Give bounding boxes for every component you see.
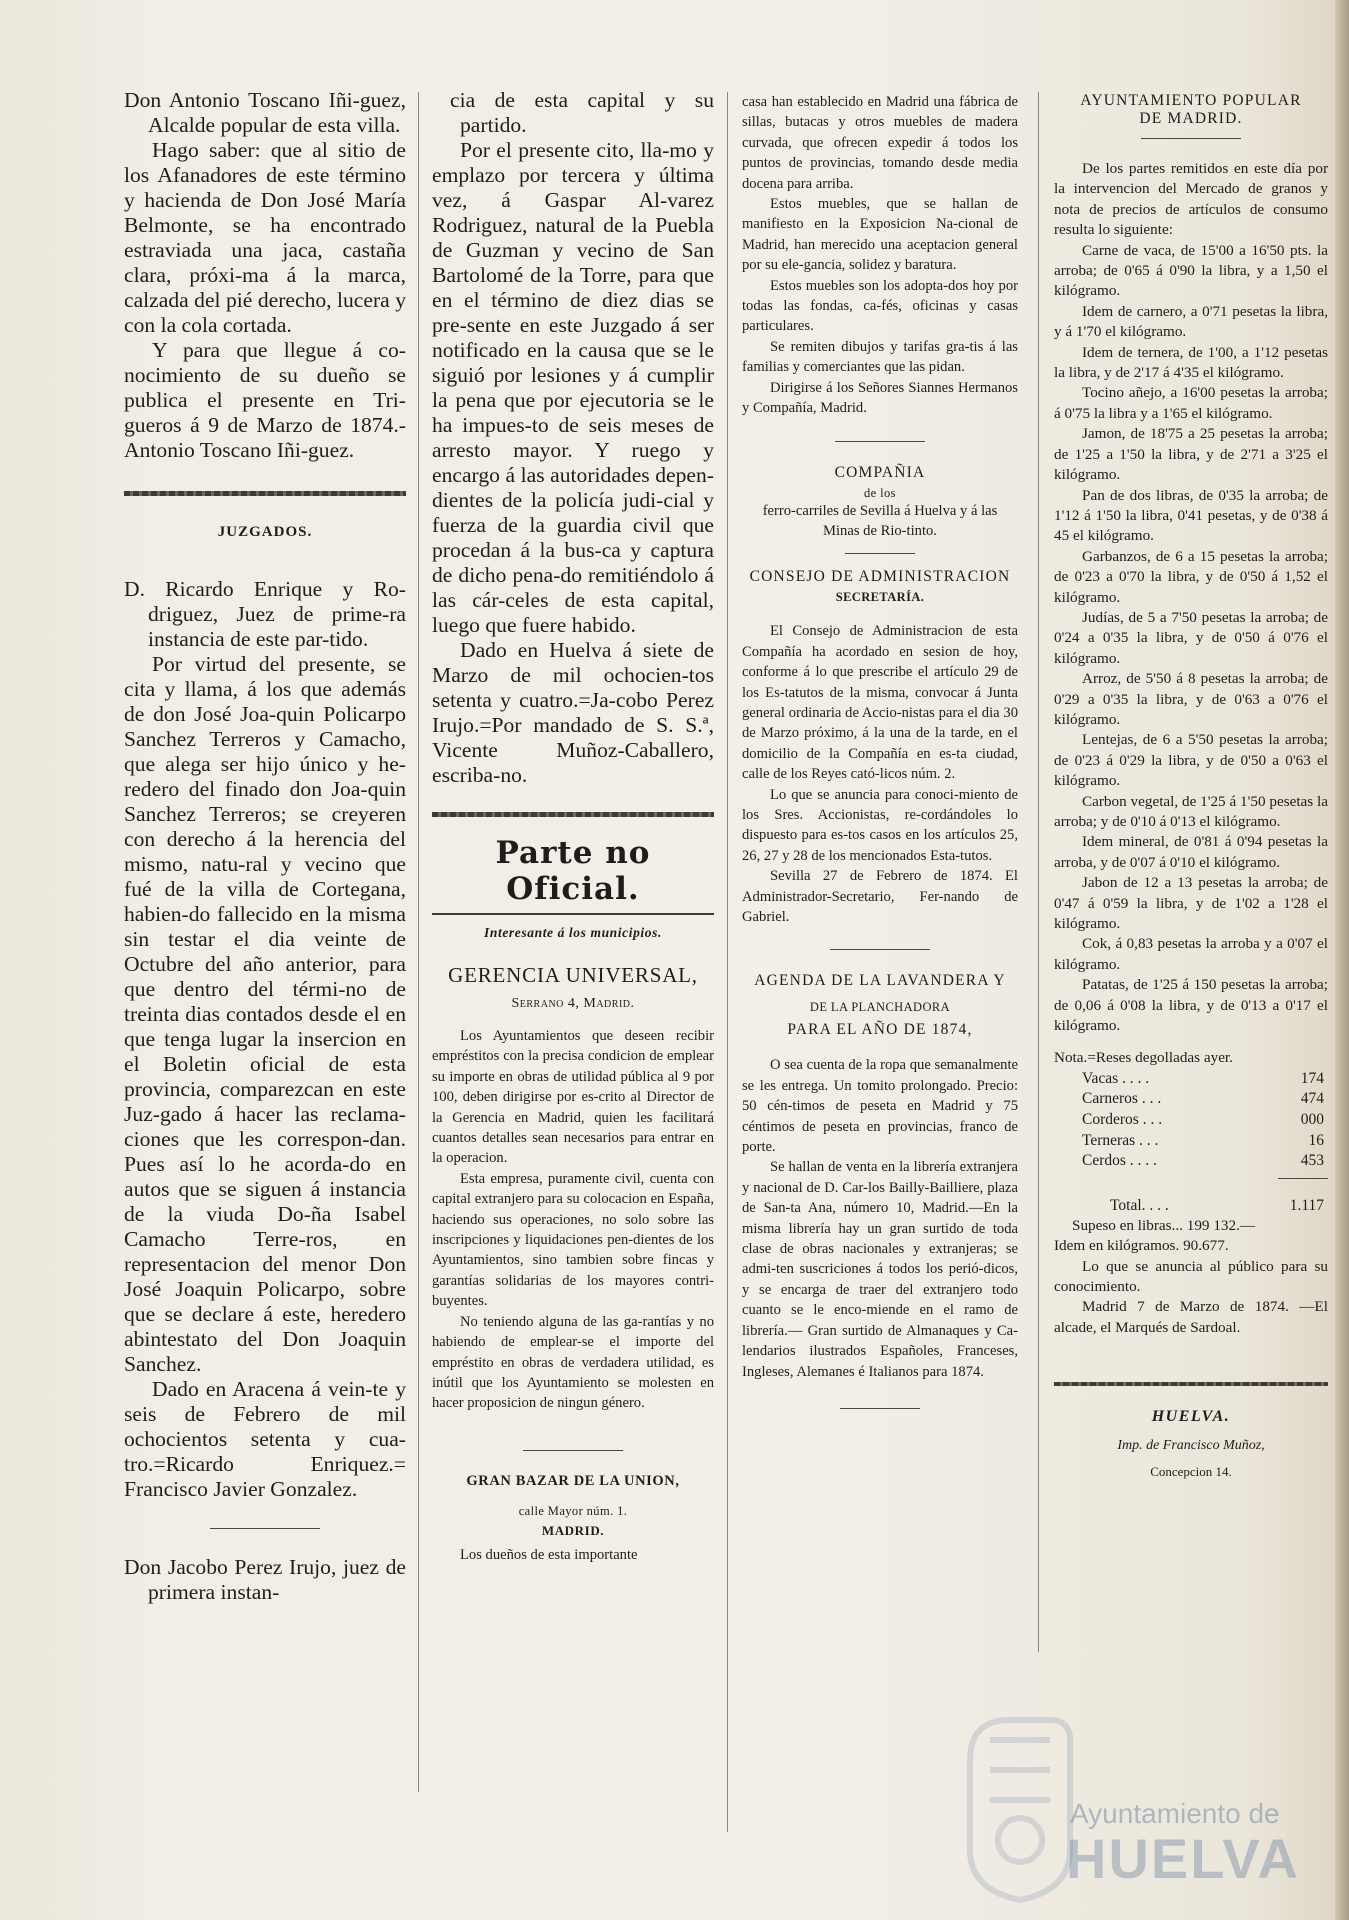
firma-alcalde: Madrid 7 de Marzo de 1874. —El alcade, el Marqués de Sardoal.: [1054, 1298, 1328, 1336]
divider: [210, 1528, 320, 1529]
edict-closing: Y para que llegue á co-nocimiento de su dueño se publica el presente en Tri-gueros á 9 de Marzo de 1874.-Antonio Toscano Iñi-guez.: [124, 338, 406, 462]
reses-value: 453: [1300, 1152, 1324, 1170]
column-3: [742, 92, 1018, 1431]
bazar-title: GRAN BAZAR DE LA UNION,: [466, 1472, 680, 1489]
consejo-title: CONSEJO DE ADMINISTRACION: [749, 568, 1011, 586]
reses-row: [1082, 1131, 1328, 1152]
divider: [830, 949, 930, 950]
column-rule: [1038, 92, 1039, 1652]
reses-row: [1082, 1069, 1328, 1090]
price-item: Patatas, de 1'25 á 150 pesetas la arroba; de 0,06 á 0'08 la libra, y de 0'13 a 0'17 el kilógramo.: [1054, 976, 1328, 1035]
divider: [835, 441, 925, 442]
compania-de: de los: [864, 485, 896, 500]
reses-name: Corderos . . .: [1082, 1111, 1163, 1129]
reses-row: [1082, 1151, 1328, 1172]
price-item: Cok, á 0,83 pesetas la arroba y a 0'07 el kilógramo.: [1054, 935, 1328, 973]
closing-note: Lo que se anuncia al público para su conocimiento.: [1054, 1257, 1328, 1296]
section-divider: [124, 491, 406, 496]
price-item: Tocino añejo, a 16'00 pesetas la arroba; á 0'75 la libra y a 1'65 el kilógramo.: [1054, 384, 1328, 422]
reses-value: 474: [1300, 1090, 1324, 1108]
bazar-p5: Dirigirse á los Señores Siannes Hermanos y Compañía, Madrid.: [742, 379, 1018, 417]
column-rule: [727, 92, 728, 1832]
section-title-parte-no-oficial: Parte no Oficial.: [495, 835, 651, 907]
column-2: [432, 88, 714, 1565]
agenda-subtitle: DE LA PLANCHADORA: [809, 1000, 951, 1015]
column-4: [1054, 92, 1328, 1480]
watermark-text: Ayuntamiento de: [1070, 1798, 1280, 1829]
bazar-city: MADRID.: [541, 1522, 605, 1538]
section-divider: [1054, 1382, 1328, 1386]
divider: [845, 553, 915, 554]
price-item: Carne de vaca, de 15'00 a 16'50 pts. la arroba; de 0'65 á 0'90 la libra, y a 1,50 el kilógramo.: [1054, 241, 1328, 300]
peso-libras: Supeso en libras... 199 132.—: [1072, 1216, 1256, 1234]
divider: [1278, 1178, 1328, 1179]
price-item: Jabon de 12 a 13 pesetas la arroba; de 0'47 á 0'59 la libra, y de 1'02 a 1'28 el kilógramo.: [1054, 874, 1328, 933]
edict-heading: Don Antonio Toscano Iñi-guez, Alcalde popular de esta villa.: [124, 88, 406, 137]
ayuntamiento-subtitle: DE MADRID.: [1139, 110, 1243, 127]
price-item: Idem mineral, de 0'81 á 0'94 pesetas la arroba, y de 0'07 á 0'10 el kilógramo.: [1054, 833, 1328, 871]
citation-closing: Dado en Huelva á siete de Marzo de mil ochocien-tos setenta y cuatro.=Ja-cobo Perez Irujo.=Por mandado de S. S.ª, Vicente Muñoz-Caballero, escriba-no.: [432, 638, 714, 787]
bazar-p1: Los dueños de esta importante: [460, 1546, 638, 1563]
subtitle-municipios: Interesante á los municipios.: [484, 925, 662, 940]
secretaria-label: SECRETARÍA.: [835, 590, 925, 605]
price-item: Lentejas, de 6 a 5'50 pesetas la arroba; de 0'23 á 0'29 la libra, y de 0'50 a 0'63 el kilógramo.: [1054, 731, 1328, 790]
consejo-p1: El Consejo de Administracion de esta Compañía ha acordado en sesion de hoy, conforme á lo que prescribe el artículo 29 de los Es-tatutos de la misma, convocar á Junta general ordinaria de Accio-nistas para el dia 30 de Marzo próximo, á la una de la tarde, en el domicilio de la Compañía en es-ta ciudad, calle de los Reyes cató-licos núm. 2.: [742, 623, 1018, 783]
reses-total: [1054, 1195, 1328, 1216]
divider: [432, 913, 714, 915]
divider: [1141, 138, 1241, 139]
consejo-p2: Lo que se anuncia para conoci-miento de los Sres. Accionistas, re-cordándoles lo dispuesto para es-tos casos en los artículos 25, 26, 27 y 28 de los mencionados Esta-tutos.: [742, 786, 1018, 864]
reses-row: [1082, 1089, 1328, 1110]
gerencia-title: GERENCIA UNIVERSAL,: [448, 963, 698, 987]
price-item: Pan de dos libras, de 0'35 la arroba; de 1'12 á 1'50 la libra, 0'41 pesetas, y de 0'38 á 45 el kilógramo.: [1054, 486, 1328, 545]
agenda-year: PARA EL AÑO DE 1874,: [787, 1021, 973, 1039]
gerencia-p2: Esta empresa, puramente civil, cuenta con capital extranjero para su colocacion en España, haciendo sus operaciones, no solo sobre las inscripciones y liquidaciones pen-dientes de los Ayuntamientos, sino tambien sobre fincas y garantías solidarias de los mayores contri-buyentes.: [432, 1170, 714, 1310]
price-item: Judías, de 5 a 7'50 pesetas la arroba; de 0'24 a 0'35 la libra, y de 0'50 á 0'76 el kilógramo.: [1054, 608, 1328, 667]
reses-name: Carneros . . .: [1082, 1090, 1162, 1108]
ayuntamiento-title: AYUNTAMIENTO POPULAR: [1080, 92, 1302, 109]
bazar-p4: Se remiten dibujos y tarifas gra-tis á las familias y comerciantes que las pidan.: [742, 338, 1018, 376]
reses-row: [1082, 1110, 1328, 1131]
agenda-p1: O sea cuenta de la ropa que semanalmente se les entrega. Un tomito prolongado. Precio: 50 cén-timos de peseta en Madrid y 75 céntimos de peseta en provincias, franco de porte.: [742, 1057, 1018, 1156]
reses-value: 174: [1300, 1069, 1324, 1087]
price-item: Idem de ternera, de 1'00, a 1'12 pesetas la libra, y de 2'17 á 4'35 el kilógramo.: [1054, 343, 1328, 382]
divider: [840, 1408, 920, 1409]
edict-body: Hago saber: que al sitio de los Afanadores de este término y hacienda de Don José María Belmonte, se ha encontrado estraviada una jaca, castaña clara, próxi-ma á la marca, calzada del pié derecho, lucera y con la cola cortada.: [124, 138, 406, 337]
reses-value: 000: [1300, 1111, 1324, 1129]
agenda-p2: Se hallan de venta en la librería extranjera y nacional de D. Car-los Bailly-Bailliere, plaza de San-ta Ana, número 10, Madrid.—En la misma librería hay un gran surtido de toda clase de obras nacionales y extranjeras; se admi-ten suscriciones á todos los perió-dicos, y se encarga de traer del extranjero todo cuanto se le enco-miende en el ramo de librería.— Gran surtido de Almanaques y Ca-lendarios ilustrados Españoles, Franceses, Ingleses, Alemanes é Italianos para 1874.: [742, 1159, 1018, 1380]
reses-name: Cerdos . . . .: [1082, 1152, 1157, 1170]
price-item: Carbon vegetal, de 1'25 á 1'50 pesetas la arroba; y de 0'10 á 0'13 el kilógramo.: [1054, 792, 1328, 830]
compania-title: COMPAÑIA: [834, 463, 926, 481]
peso-kg: Idem en kilógramos. 90.677.: [1054, 1237, 1229, 1255]
total-label: Total. . . .: [1110, 1196, 1169, 1214]
section-title-juzgados: JUZGADOS.: [217, 524, 313, 540]
juez-irujo-heading: Don Jacobo Perez Irujo, juez de primera instan-: [124, 1555, 406, 1604]
price-list: [1054, 241, 1328, 1037]
divider: [523, 1450, 623, 1451]
reses-name: Terneras . . .: [1082, 1131, 1159, 1149]
agenda-title: AGENDA DE LA LAVANDERA Y: [754, 972, 1006, 990]
nota-reses: Nota.=Reses degolladas ayer.: [1054, 1049, 1233, 1067]
ayuntamiento-intro: De los partes remitidos en este día por la intervencion del Mercado de granos y nota de precios de artículos de consumo resulta lo siguiente:: [1054, 160, 1328, 239]
bazar-cont: casa han establecido en Madrid una fábrica de sillas, butacas y otros muebles de madera curvada, que ofrecen expedir á todos los puntos de provincias, tomando desde media docena para arriba.: [742, 94, 1018, 192]
price-item: Idem de carnero, a 0'71 pesetas la libra, y á 1'70 el kilógramo.: [1054, 302, 1328, 341]
gerencia-p1: Los Ayuntamientos que deseen recibir empréstitos con la precisa condicion de emplear su importe en obras de utilidad pública al 9 por 100, deben dirigirse por es-crito al Director de la Gerencia en Madrid, quien les facilitará cuantos detalles sean necesarios para entrar en la operacion.: [432, 1028, 714, 1167]
imprenta-street: Concepcion 14.: [1150, 1464, 1232, 1480]
bazar-p2: Estos muebles, que se hallan de manifiesto en la Exposicion Na-cional de Madrid, han merecido una aceptacion general por su ele-gancia, solidez y baratura.: [742, 196, 1018, 274]
watermark-logo-text: HUELVA: [1066, 1827, 1300, 1890]
price-item: Garbanzos, de 6 a 15 pesetas la arroba; de 0'23 a 0'70 la libra, y de 0'50 á 1,52 el kilógramo.: [1054, 547, 1328, 606]
reses-name: Vacas . . . .: [1082, 1069, 1150, 1087]
gerencia-p3: No teniendo alguna de las ga-rantías y no habiendo de emplear-se el importe del empréstito en obras de verdadera utilidad, es inútil que los Ayuntamiento se molesten en hacer proposicion de ningun género.: [432, 1313, 714, 1412]
citation-body: Por el presente cito, lla-mo y emplazo por tercera y última vez, á Gaspar Al-varez Rodriguez, natural de la Puebla de Guzman y vecino de San Bartolomé de la Torre, para que en el término de diez dias se pre-sente en este Juzgado á ser notificado en la causa que se le siguió por lesiones y á cumplir la pena que por ejecutoria se le ha impues-to de seis meses de arresto mayor. Y ruego y encargo á las autoridades depen-dientes de la policía judi-cial y fuerza de la guardia civil que procedan á la bus-ca y captura de dicho pena-do remitiéndolo á las cár-celes de esta capital, luego que fuere habido.: [432, 138, 714, 637]
page-edge: [1335, 0, 1349, 1920]
bazar-street: calle Mayor núm. 1.: [518, 1503, 628, 1518]
juez-closing: Dado en Aracena á vein-te y seis de Febrero de mil ochocientos setenta y cua-tro.=Ricardo Enriquez.= Francisco Javier Gonzalez.: [124, 1377, 406, 1501]
cont-text: cia de esta capital y su partido.: [450, 88, 714, 137]
consejo-p3: Sevilla 27 de Febrero de 1874. El Administrador-Secretario, Fer-nando de Gabriel.: [742, 868, 1018, 925]
column-1: [124, 88, 406, 1605]
bazar-p3: Estos muebles son los adopta-dos hoy por todas las fondas, ca-fés, oficinas y casas particulares.: [742, 277, 1018, 335]
total-value: 1.117: [1289, 1196, 1324, 1214]
column-rule: [418, 92, 419, 1792]
juez-heading: D. Ricardo Enrique y Ro-driguez, Juez de prime-ra instancia de este par-tido.: [124, 577, 406, 651]
price-item: Arroz, de 5'50 á 8 pesetas la arroba; de 0'29 a 0'35 la libra, y de 0'63 a 0'76 el kilógramo.: [1054, 670, 1328, 728]
juez-body: Por virtud del presente, se cita y llama, á los que además de don José Joa-quin Policarpo Sanchez Terreros y Camacho, que alega ser hijo único y he-redero del finado don Joa-quin Sanchez Terreros; se creyeren con derecho á la herencia del mismo, natu-ral y vecino que fué de la villa de Cortegana, habien-do fallecido en la misma sin testar el dia veinte de Octubre del año anterior, para que dentro del térmi-no de treinta dias contados desde el en que tenga lugar la insercion en el Boletin oficial de esta provincia, comparezcan en este Juz-gado á hacer las reclama-ciones que les correspon-dan. Pues así lo he acorda-do en autos que se siguen á instancia de la viuda Do-ña Isabel Camacho Terre-ros, en representacion del menor Don José Joaquin Policarpo, sobre que se declare á este, heredero abintestato del Don Joaquin Sanchez.: [124, 652, 406, 1376]
imprenta-city: HUELVA.: [1151, 1408, 1231, 1426]
reses-table: [1054, 1069, 1328, 1172]
gerencia-address: Serrano 4, Madrid.: [511, 996, 635, 1011]
section-divider: [432, 812, 714, 817]
reses-value: 16: [1308, 1131, 1324, 1149]
compania-subtitle: ferro-carriles de Sevilla á Huelva y á las Minas de Rio-tinto.: [762, 502, 998, 539]
price-item: Jamon, de 18'75 a 25 pesetas la arroba; de 1'25 a 1'50 la libra, y de 2'71 a 3'25 el kilógramo.: [1054, 425, 1328, 484]
imprenta-name: Imp. de Francisco Muñoz,: [1117, 1438, 1265, 1454]
